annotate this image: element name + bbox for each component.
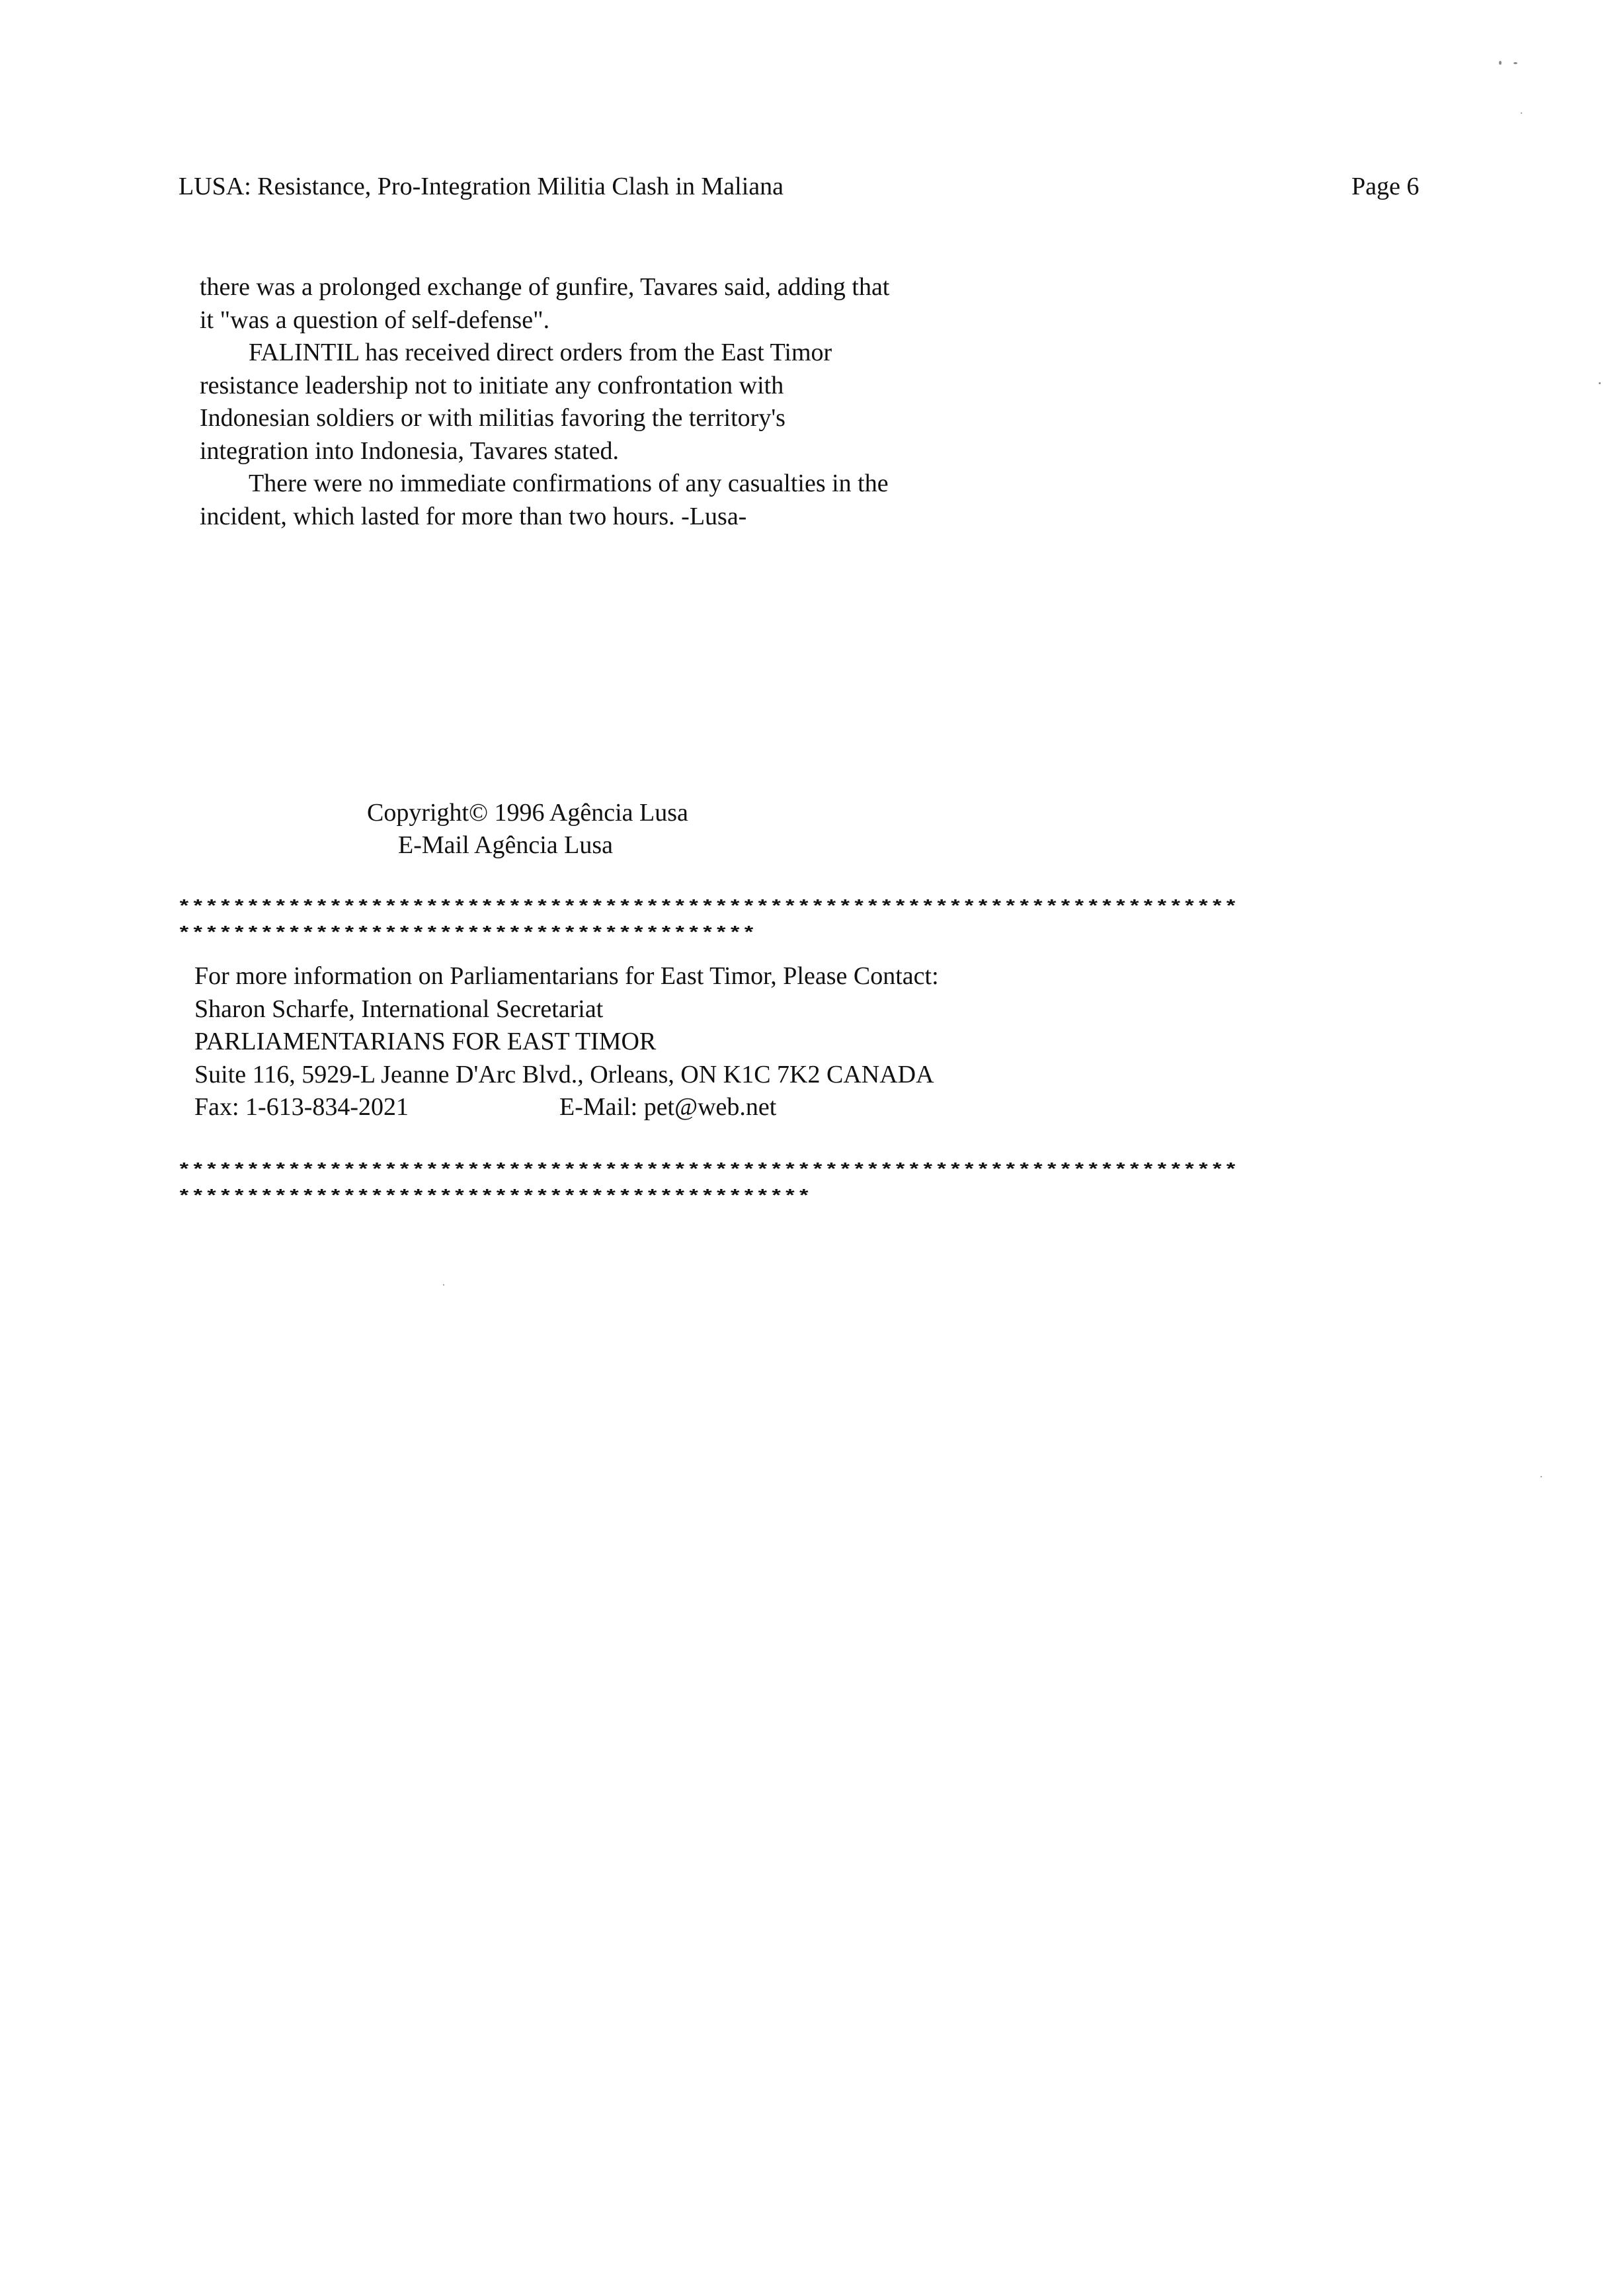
contact-name: Sharon Scharfe, International Secretariat — [194, 995, 604, 1023]
contact-block — [194, 960, 939, 1124]
copyright-block — [367, 797, 688, 862]
header-title: LUSA: Resistance, Pro-Integration Militia Clash in Maliana — [179, 173, 784, 200]
body-line: it "was a question of self-defense". — [200, 306, 550, 334]
scan-speck — [1513, 62, 1517, 64]
separator-line: ********************************************** — [177, 1187, 811, 1207]
article-body — [200, 271, 1033, 533]
body-line: incident, which lasted for more than two hours. -Lusa- — [200, 502, 747, 530]
body-line: Indonesian soldiers or with militias favoring the territory's — [200, 404, 785, 432]
separator-line: ****************************************** — [177, 924, 756, 944]
body-line: integration into Indonesia, Tavares stated. — [200, 436, 620, 465]
copyright-line: Copyright© 1996 Agência Lusa — [367, 799, 688, 827]
scan-speck — [443, 1284, 444, 1286]
separator-top — [177, 894, 1238, 947]
body-line: resistance leadership not to initiate any confrontation with — [200, 371, 784, 399]
body-line: there was a prolonged exchange of gunfire, Tavares said, adding that — [200, 273, 890, 301]
scan-speck — [1499, 61, 1502, 65]
body-line: There were no immediate confirmations of any casualties in the — [249, 470, 889, 497]
body-line: FALINTIL has received direct orders from the East Timor — [249, 339, 832, 366]
contact-fax-email-row — [194, 1091, 939, 1124]
scan-speck — [1541, 1476, 1542, 1477]
contact-intro: For more information on Parliamentarians for East Timor, Please Contact: — [194, 962, 939, 990]
separator-line: ***************************************************************************** — [177, 897, 1238, 917]
contact-org: PARLIAMENTARIANS FOR EAST TIMOR — [194, 1028, 657, 1055]
contact-address: Suite 116, 5929-L Jeanne D'Arc Blvd., Orleans, ON K1C 7K2 CANADA — [194, 1060, 934, 1088]
scan-speck — [1599, 382, 1601, 384]
separator-line: ***************************************************************************** — [177, 1161, 1238, 1180]
copyright-email-line: E-Mail Agência Lusa — [398, 831, 614, 859]
scan-speck — [1521, 112, 1522, 114]
separator-bottom — [177, 1157, 1238, 1210]
contact-email: E-Mail: pet@web.net — [559, 1093, 777, 1121]
page-number: Page 6 — [1351, 173, 1420, 200]
contact-fax: Fax: 1-613-834-2021 — [194, 1093, 409, 1121]
